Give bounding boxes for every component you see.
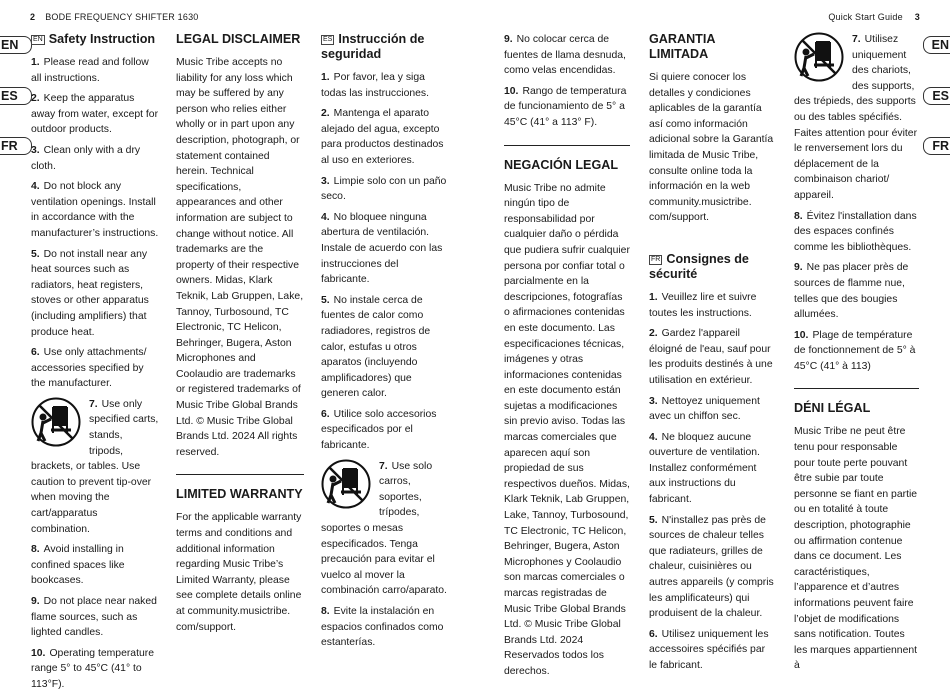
list-item <box>31 594 159 641</box>
divider <box>504 145 630 146</box>
paragraph-limited-warranty: For the applicable warranty terms and conditions and additional information regarding Music Tribe’s Limited Warranty, please see complete details online at community.musictribe. com/support. <box>176 512 302 633</box>
cart-tip-over-warning-icon <box>321 459 371 509</box>
paragraph-negacion-legal: Music Tribe no admite ningún tipo de responsabilidad por cualquier daño o pérdida que pudiera sufrir cualquier persona por confiar total o parcialmente en la descripciones, fotografías o afirmaciones contenidas en este documento. Las especificaciones técnicas, imágenes y otras informaciones contenidas en este documento están sujetas a modificaciones sin previo aviso. Todas las marcas comerciales que aparecen aquí son propiedad de sus respectivos dueños. Midas, Klark Teknik, Lab Gruppen, Lake, Tannoy, Turbosound, TC Electronic, TC Helicon, Behringer, Bugera, Aston Microphones y Coolaudio son marcas comerciales o marcas registradas de Music Tribe Global Brands Ltd. © Music Tribe Global Brands Ltd. 2024 Reservados todos los derechos. <box>504 182 630 677</box>
item-text: Limpie solo con un paño seco. <box>321 175 447 203</box>
item-text: Evite la instalación en espacios confinados como estanterías. <box>321 606 444 649</box>
item-number: 9. <box>504 34 513 45</box>
list-item <box>321 70 448 101</box>
section-title-safety-es <box>321 32 448 62</box>
item-text: Use only attachments/ accessories specified by the manufacturer. <box>31 347 147 390</box>
list-item <box>321 604 448 651</box>
language-badge: EN <box>33 36 43 43</box>
item-number: 4. <box>649 431 658 443</box>
divider <box>176 474 304 475</box>
item-number: 1. <box>321 72 330 83</box>
item-number: 3. <box>31 144 40 156</box>
page-header-right <box>828 12 920 22</box>
language-tab-es-left[interactable]: ES <box>0 87 32 105</box>
item-number: 10. <box>794 329 809 341</box>
list-item <box>31 397 159 537</box>
paragraph-legal-disclaimer: Music Tribe accepts no liability for any loss which may be suffered by any person who relies either wholly or in part upon any description, photograph, or statement contained herein. Technical specifications, appearances and other information are subject to change without notice. All trademarks are the property of their respective owners. Midas, Klark Teknik, Lab Gruppen, Lake, Tannoy, Turbosound, TC Electronic, TC Helicon, Behringer, Bugera, Aston Microphones and Coolaudio are trademarks or registered trademarks of Music Tribe Global Brands Ltd. © Music Tribe Global Brands Ltd. 2024 All rights reserved. <box>176 57 304 458</box>
item-number: 1. <box>649 291 658 303</box>
page-header-left <box>30 12 199 22</box>
language-tab-fr-left[interactable]: FR <box>0 137 32 155</box>
section-title-deni-legal: DÉNI LÉGAL <box>794 401 871 416</box>
item-text: Use only specified carts, stands, tripods, brackets, or tables. Use caution to prevent tip-over when moving the cart/apparatus combination. <box>31 398 159 535</box>
list-item <box>649 430 774 508</box>
item-number: 7. <box>379 460 388 472</box>
item-number: 8. <box>794 210 803 222</box>
item-number: 6. <box>649 628 658 640</box>
item-text: No instale cerca de fuentes de calor como radiadores, registros de calor, estufas u otros aparatos (incluyendo amplificadores) que generen calor. <box>321 294 431 400</box>
item-text: Plage de température de fonctionnement de 5° à 45°C (41° à 113) <box>794 329 916 372</box>
cart-tip-over-warning-icon <box>31 397 81 447</box>
item-text: Gardez l'appareil éloigné de l'eau, sauf pour les produits destinés à une utilisation en extérieur. <box>649 328 773 386</box>
section-title-garantia-limitada: GARANTIA LIMITADA <box>649 32 715 61</box>
item-text: Rango de temperatura de funcionamiento de 5° a 45°C (41° a 113° F). <box>504 85 627 128</box>
section-title-safety-en <box>31 32 159 47</box>
item-text: Utilice solo accesorios especificados por el fabricante. <box>321 408 437 452</box>
item-number: 8. <box>321 606 330 617</box>
language-tab-fr-right[interactable]: FR <box>923 137 950 155</box>
item-number: 10. <box>31 647 46 659</box>
item-number: 5. <box>321 294 330 306</box>
column-en-safety <box>31 32 159 693</box>
item-number: 2. <box>31 93 40 105</box>
item-number: 8. <box>31 544 40 556</box>
list-item <box>31 247 159 341</box>
column-es-legal <box>504 32 630 680</box>
item-text: Clean only with a dry cloth. <box>31 144 141 172</box>
list-item <box>794 32 919 204</box>
list-item <box>794 328 919 375</box>
list-item <box>31 55 159 86</box>
item-number: 6. <box>321 408 330 420</box>
language-badge: ES <box>323 36 333 43</box>
list-item <box>31 345 159 392</box>
item-text: Avoid installing in confined spaces like bookcases. <box>31 544 125 587</box>
section-title-safety-fr <box>649 252 774 282</box>
section-title-legal-disclaimer: LEGAL DISCLAIMER <box>176 32 301 46</box>
list-item <box>31 91 159 138</box>
section-title-text: Instrucción de seguridad <box>321 32 425 61</box>
item-text: Ne bloquez aucune ouverture de ventilation. Installez conformément aux instructions du fabricant. <box>649 431 760 506</box>
item-text: Évitez l'installation dans des espaces confinés comme les bibliothèques. <box>794 210 917 253</box>
item-text: Utilisez uniquement des chariots, des supports, des trépieds, des supports ou des tables spécifiés. Faites attention pour éviter le renversement lors du déplacement de la combinaison chariot/ appareil. <box>794 34 918 201</box>
divider <box>794 388 919 389</box>
item-number: 2. <box>321 108 330 120</box>
list-item <box>321 174 448 205</box>
section-title-text: Safety Instruction <box>48 32 156 46</box>
page-number-left: 2 <box>30 12 36 22</box>
item-number: 6. <box>31 347 40 359</box>
item-text: Do not place near naked flame sources, such as lighted candles. <box>31 596 157 639</box>
item-text: No bloquee ninguna abertura de ventilación. Instale de acuerdo con las instrucciones del fabricante. <box>321 211 443 286</box>
list-item <box>794 260 919 322</box>
language-tab-en-right[interactable]: EN <box>923 36 950 54</box>
item-text: Do not block any ventilation openings. Install in accordance with the manufacturer’s instructions. <box>31 181 159 239</box>
paragraph-deni-legal: Music Tribe ne peut être tenu pour responsable pour toute perte pouvant être subie par toute personne se fiant en partie ou en totalité à toute description, photographie ou affirmation contenue dans ce document. Les caractéristiques, l’apparence et d’autres informations peuvent faire l’objet de modifications sans notification. Toutes les marques appartiennent à <box>794 426 918 672</box>
column-es-safety <box>321 32 448 651</box>
item-text: No colocar cerca de fuentes de llama desnuda, como velas encendidas. <box>504 34 626 77</box>
section-title-text: Consignes de sécurité <box>649 251 749 281</box>
language-badge: FR <box>651 255 661 263</box>
cart-tip-over-warning-icon <box>794 32 844 82</box>
paragraph-garantia-limitada: Si quiere conocer los detalles y condiciones aplicables de la garantía así como información adicional sobre la Garantía limitada de Music Tribe, consulte online toda la información en la web community.musictribe. com/support. <box>649 72 774 224</box>
list-item <box>321 459 448 599</box>
list-item <box>649 326 774 388</box>
list-item <box>31 179 159 241</box>
item-number: 5. <box>31 248 40 260</box>
item-text: Please read and follow all instructions. <box>31 57 149 84</box>
list-item <box>649 627 774 674</box>
section-title-limited-warranty: LIMITED WARRANTY <box>176 487 303 502</box>
list-item <box>504 84 630 131</box>
item-number: 3. <box>649 395 658 407</box>
list-item <box>321 293 448 402</box>
list-item <box>649 290 774 321</box>
list-item <box>321 407 448 454</box>
item-number: 4. <box>31 181 40 193</box>
language-tab-es-right[interactable]: ES <box>923 87 950 105</box>
item-text: Use solo carros, soportes, trípodes, soportes o mesas especificados. Tenga precaución para evitar el vuelco al mover la combinación carro/aparato. <box>321 460 447 597</box>
item-number: 10. <box>504 85 519 97</box>
item-number: 4. <box>321 211 330 223</box>
list-item <box>794 209 919 256</box>
column-fr-legal <box>794 32 919 674</box>
column-fr-safety <box>649 32 774 674</box>
item-number: 7. <box>89 398 98 410</box>
list-item <box>649 513 774 622</box>
item-text: Por favor, lea y siga todas las instrucciones. <box>321 72 430 99</box>
language-tab-en-left[interactable]: EN <box>0 36 32 54</box>
item-number: 7. <box>852 34 861 45</box>
item-number: 5. <box>649 514 658 526</box>
item-text: Keep the apparatus away from water, except for outdoor products. <box>31 93 159 136</box>
item-text: N'installez pas près de sources de chaleur telles que radiateurs, grilles de chaleur, cuisinières ou autres appareils (y compris les amplificateurs) qui produisent de la chaleur. <box>649 514 774 620</box>
section-title-negacion-legal: NEGACIÓN LEGAL <box>504 157 619 172</box>
list-item <box>649 394 774 425</box>
item-text: Do not install near any heat sources such as radiators, heat registers, stoves or other apparatus (including amplifiers) that produce heat. <box>31 248 149 338</box>
list-item <box>504 32 630 79</box>
page-number-right: 3 <box>914 12 920 22</box>
item-number: 9. <box>31 596 40 607</box>
item-text: Operating temperature range 5° to 45°C (41° to 113°F). <box>31 647 154 690</box>
item-text: Mantenga el aparato alejado del agua, excepto para productos destinados al uso en exteriores. <box>321 108 444 166</box>
column-en-legal <box>176 32 304 635</box>
item-number: 1. <box>31 57 40 68</box>
list-item <box>31 646 159 693</box>
document-title: BODE FREQUENCY SHIFTER 1630 <box>45 12 199 22</box>
item-number: 2. <box>649 328 658 340</box>
list-item <box>31 542 159 589</box>
guide-label: Quick Start Guide <box>828 12 903 22</box>
item-text: Utilisez uniquement les accessoires spécifiés par le fabricant. <box>649 628 769 671</box>
item-number: 3. <box>321 175 330 187</box>
item-text: Ne pas placer près de sources de flamme nue, telles que des bougies allumées. <box>794 262 909 321</box>
list-item <box>321 106 448 168</box>
item-text: Nettoyez uniquement avec un chiffon sec. <box>649 395 760 423</box>
list-item <box>31 143 159 174</box>
item-text: Veuillez lire et suivre toutes les instructions. <box>649 291 757 319</box>
item-number: 9. <box>794 262 803 274</box>
list-item <box>321 210 448 288</box>
